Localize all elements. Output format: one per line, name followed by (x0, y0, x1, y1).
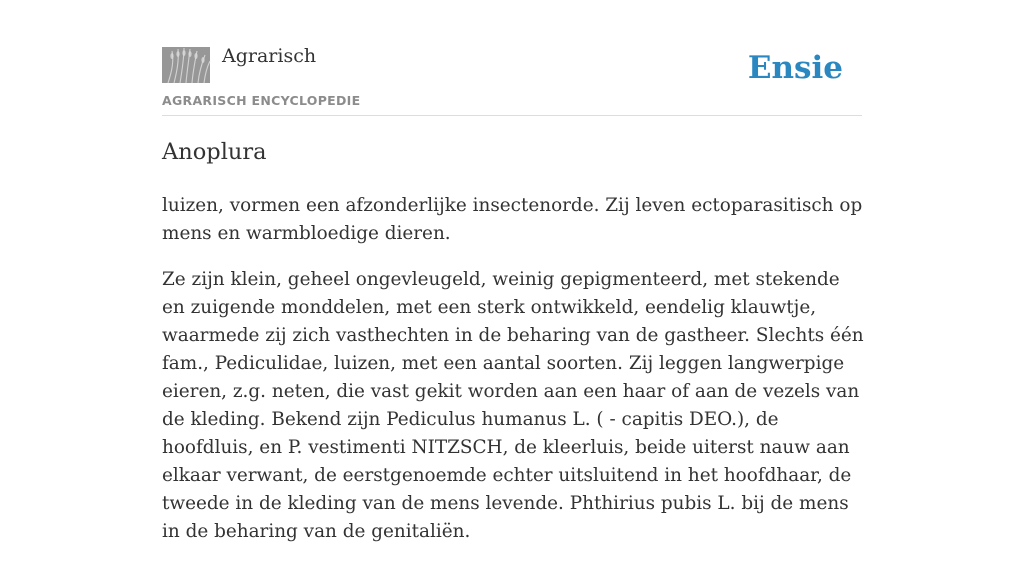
wheat-icon (162, 47, 210, 83)
article-paragraph: luizen, vormen een afzonderlijke insectenorde. Zij leven ectoparasitisch op mens en warmbloedige dieren. (162, 195, 863, 244)
header-divider (162, 115, 862, 116)
header (162, 0, 862, 116)
source-avatar[interactable] (162, 47, 210, 83)
source-name[interactable]: Agrarisch (222, 45, 317, 67)
article-paragraph: Ze zijn klein, geheel ongevleugeld, weinig gepigmenteerd, met stekende en zuigende monddelen, met een sterk ontwikkeld, eendelig klauwtje, waarmede zij zich vasthechten in de beharing van de gastheer. Slechts één fam., Pediculidae, luizen, met een aantal soorten. Zij leggen langwerpige eieren, z.g. neten, die vast gekit worden aan een haar of aan de vezels van de kleding. Bekend zijn Pediculus humanus L. ( - capitis DEO.), de hoofdluis, en P. vestimenti NITZSCH, de kleerluis, beide uiterst nauw aan elkaar verwant, de eerstgenoemde echter uitsluitend in het hoofdhaar, de tweede in de kleding van de mens levende. Phthirius pubis L. bij de mens in de beharing van de genitaliën. (162, 269, 864, 542)
source-subtitle: AGRARISCH ENCYCLOPEDIE (162, 93, 361, 108)
article-title: Anoplura (162, 139, 267, 165)
brand-logo[interactable]: Ensie (747, 50, 843, 86)
article-body (162, 192, 867, 564)
